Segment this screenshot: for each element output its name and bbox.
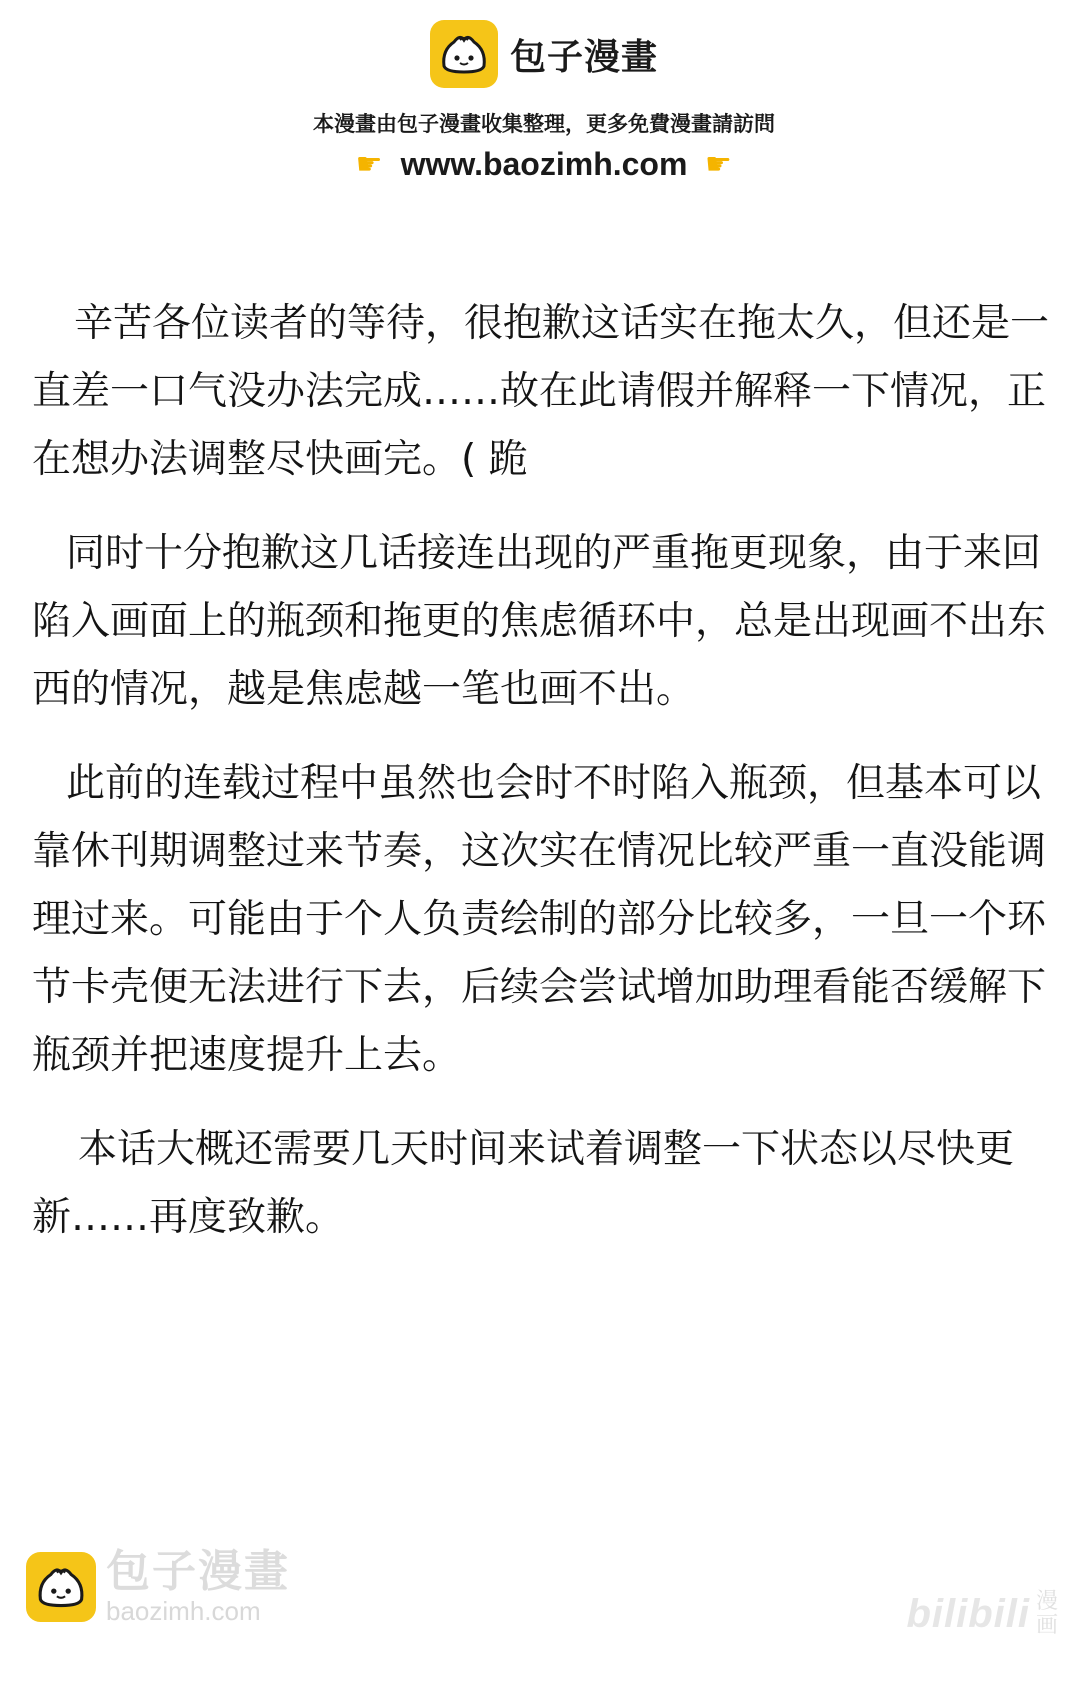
paragraph-delay-reason: 同时十分抱歉这几话接连出现的严重拖更现象，由于来回陷入画面上的瓶颈和拖更的焦虑循环中，总是出现画不出东西的情况，越是焦虑越一笔也画不出。 (32, 531, 1047, 712)
announcement-body (32, 290, 1052, 1278)
collection-notice: 本漫畫由包子漫畫收集整理，更多免費漫畫請訪問 (313, 112, 775, 136)
paragraph-apology: 辛苦各位读者的等待，很抱歉这话实在拖太久，但还是一直差一口气没办法完成……故在此请假并解释一下情况，正在想办法调整尽快画完。( 跪 (32, 301, 1050, 482)
pointing-hand-icon: ☚ (705, 146, 733, 182)
brand-row (0, 18, 1088, 90)
baozi-watermark (26, 1546, 290, 1626)
url-row (0, 146, 1088, 183)
watermark-url: baozimh.com (106, 1596, 261, 1626)
manhua-bottom-char: 画 (1035, 1613, 1058, 1638)
brand-name: 包子漫畫 (509, 36, 658, 78)
bilibili-logo: bilibili (906, 1591, 1030, 1636)
manhua-mark (1036, 1590, 1058, 1638)
site-url-link[interactable]: www.baozimh.com (400, 146, 688, 182)
watermark-text (106, 1546, 290, 1626)
bilibili-watermark (906, 1590, 1058, 1638)
pointing-hand-icon: ☛ (355, 146, 383, 182)
steamed-bun-icon (430, 20, 498, 88)
steamed-bun-icon (26, 1552, 96, 1622)
manhua-top-char: 漫 (1035, 1589, 1058, 1614)
site-header (0, 18, 1088, 183)
paragraph-bottleneck: 此前的连载过程中虽然也会时不时陷入瓶颈，但基本可以靠休刊期调整过来节奏，这次实在情况比较严重一直没能调理过来。可能由于个人负责绘制的部分比较多，一旦一个环节卡壳便无法进行下去，后续会尝试增加助理看能否缓解下瓶颈并把速度提升上去。 (32, 761, 1047, 1078)
paragraph-closing: 本话大概还需要几天时间来试着调整一下状态以尽快更新……再度致歉。 (32, 1127, 1015, 1240)
watermark-title: 包子漫畫 (106, 1546, 290, 1597)
